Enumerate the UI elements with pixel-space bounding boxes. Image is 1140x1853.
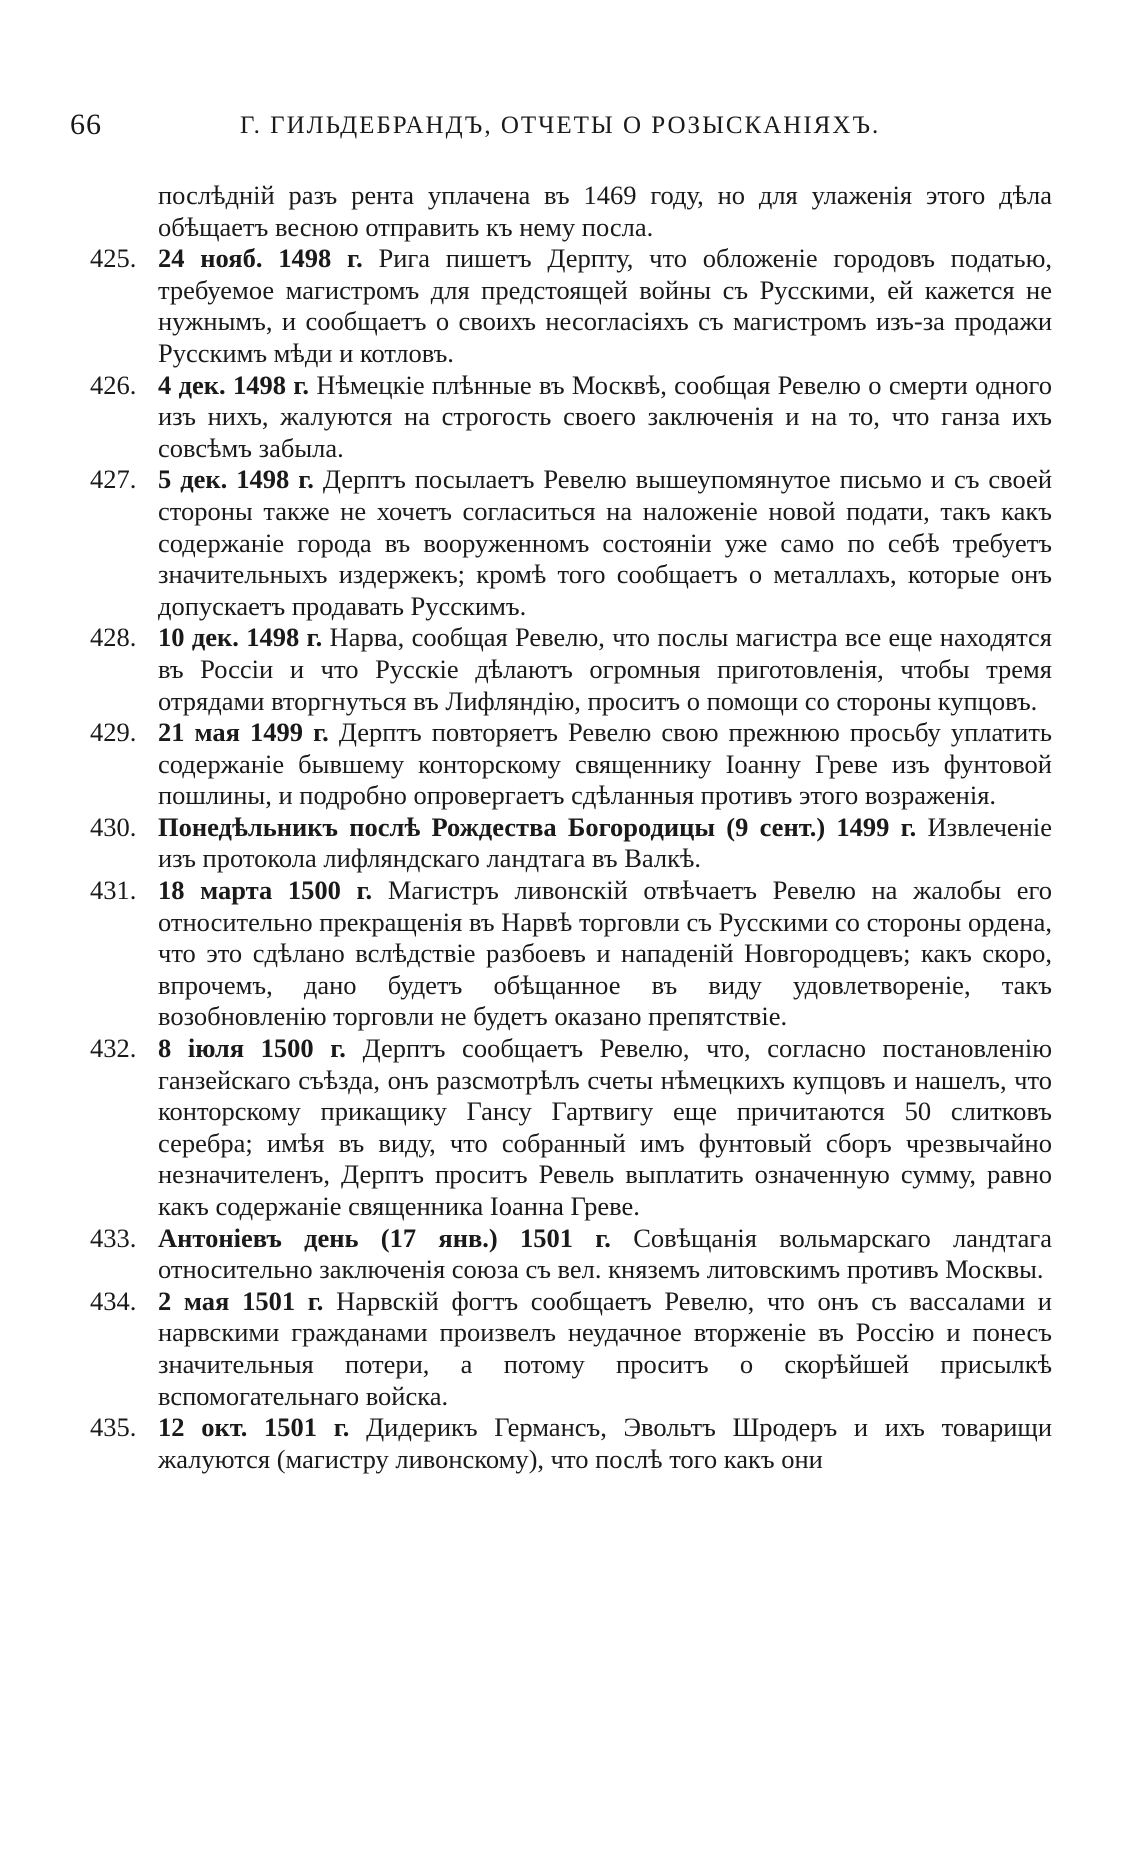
entry-text: Дерптъ сообщаетъ Ревелю, что, согласно постановленію ганзейскаго съѣзда, онъ разсмотрѣлъ счеты нѣмецкихъ купцовъ и нашелъ, что конторскому прикащику Гансу Гартвигу еще причитаются 50 слитковъ серебра; имѣя въ виду, что собранный имъ фунтовый сборъ чрезвычайно незначителенъ, Дерптъ проситъ Ревель выплатить означенную сумму, равно какъ содержаніе священника Іоанна Греве. [158,1033,1053,1221]
entry-text: Нѣмецкіе плѣнные въ Москвѣ, сообщая Ревелю о смерти одного изъ нихъ, жалуются на строгость своего заключенія и на то, что ганза ихъ совсѣмъ забыла. [158,369,1052,463]
entry-date: 5 дек. 1498 г. [158,464,314,495]
entry-date: 12 окт. 1501 г. [158,1412,350,1443]
running-head: Г. ГИЛЬДЕБРАНДЪ, ОТЧЕТЫ О РОЗЫСКАНІЯХЪ. [240,112,881,139]
entry-date: 2 мая 1501 г. [158,1285,324,1316]
entry-date: 21 мая 1499 г. [158,717,329,748]
body-text [90,180,1052,1475]
entry-text: Дидерикъ Германсъ, Эвольтъ Шродеръ и ихъ товарищи жалуются (магистру ливонскому), что послѣ того какъ они [158,1412,1052,1474]
entry-date: 4 дек. 1498 г. [158,369,309,400]
entry-text: Рига пишетъ Дерпту, что обложеніе городовъ податью, требуемое магистромъ для предстоящей войны съ Русскими, ей кажется не нужнымъ, и сообщаетъ о своихъ несогласіяхъ съ магистромъ изъ-за продажи Русскимъ мѣди и котловъ. [158,243,1052,368]
entry-date: 8 іюля 1500 г. [158,1033,346,1064]
entry-number: 432. [90,1033,137,1064]
page-number: 66 [70,108,102,141]
entry-426 [90,370,1052,465]
entry-text: Магистръ ливонскій отвѣчаетъ Ревелю на жалобы его относительно прекращенія въ Нарвѣ торговли съ Русскими со стороны ордена, что это сдѣлано вслѣдствіе разбоевъ и нападеній Новгородцевъ; какъ скоро, впрочемъ, дано будетъ обѣщанное въ виду удовлетвореніе, такъ возобновленію торговли не будетъ оказано препятствіе. [158,875,1052,1032]
entry-number: 427. [90,464,137,495]
entry-433 [90,1223,1052,1286]
entry-number: 430. [90,811,137,842]
entry-text: Извлеченіе изъ протокола лифляндскаго ландтага въ Валкѣ. [158,811,1052,874]
entry-text: Дерптъ повторяетъ Ревелю свою прежнюю просьбу уплатить содержаніе бывшему конторскому священнику Іоанну Греве изъ фунтовой пошлины, и подробно опровергаетъ сдѣланныя противъ этого возраженія. [158,717,1052,811]
entry-date: Понедѣльникъ послѣ Рождества Богородицы (9 сент.) 1499 г. [158,811,917,842]
entry-427 [90,464,1052,622]
entry-430 [90,812,1052,875]
page-header [70,108,1070,148]
continuation-paragraph: послѣдній разъ рента уплачена въ 1469 году, но для улаженія этого дѣла обѣщаетъ весною отправить къ нему посла. [158,180,1052,242]
entry-435 [90,1412,1052,1475]
entry-number: 435. [90,1412,137,1443]
entry-number: 431. [90,875,137,906]
entry-date: 24 нояб. 1498 г. [158,243,363,274]
entry-number: 426. [90,369,137,400]
entry-number: 433. [90,1222,137,1253]
entry-number: 425. [90,243,137,274]
entry-text: Нарвскій фогтъ сообщаетъ Ревелю, что онъ съ вассалами и нарвскими гражданами произвелъ неудачное вторженіе въ Россію и понесъ значительныя потери, а потому проситъ о скорѣйшей присылкѣ вспомогательнаго войска. [158,1285,1052,1411]
entry-number: 428. [90,622,137,653]
entry-434 [90,1286,1052,1412]
entry-432 [90,1033,1052,1223]
entry-date: 10 дек. 1498 г. [158,622,323,653]
entry-431 [90,875,1052,1033]
entry-429 [90,717,1052,812]
entry-number: 429. [90,717,137,748]
entry-text: Нарва, сообщая Ревелю, что послы магистра все еще находятся въ Россіи и что Русскіе дѣлаютъ огромныя приготовленія, чтобы тремя отрядами вторгнуться въ Лифляндію, проситъ о помощи со стороны купцовъ. [158,622,1052,716]
entry-text: Дерптъ посылаетъ Ревелю вышеупомянутое письмо и съ своей стороны также не хочетъ согласиться на наложеніе новой подати, такъ какъ содержаніе города въ вооруженномъ состояніи уже само по себѣ требуетъ значительныхъ издержекъ; кромѣ того сообщаетъ о металлахъ, которые онъ допускаетъ продавать Русскимъ. [158,464,1053,621]
entry-date: Антоніевъ день (17 янв.) 1501 г. [158,1222,611,1253]
entry-date: 18 марта 1500 г. [158,875,373,906]
entry-428 [90,622,1052,717]
entry-number: 434. [90,1285,137,1316]
entry-text: Совѣщанія вольмарскаго ландтага относительно заключенія союза съ вел. княземъ литовскимъ противъ Москвы. [158,1222,1052,1285]
entry-425 [90,243,1052,369]
